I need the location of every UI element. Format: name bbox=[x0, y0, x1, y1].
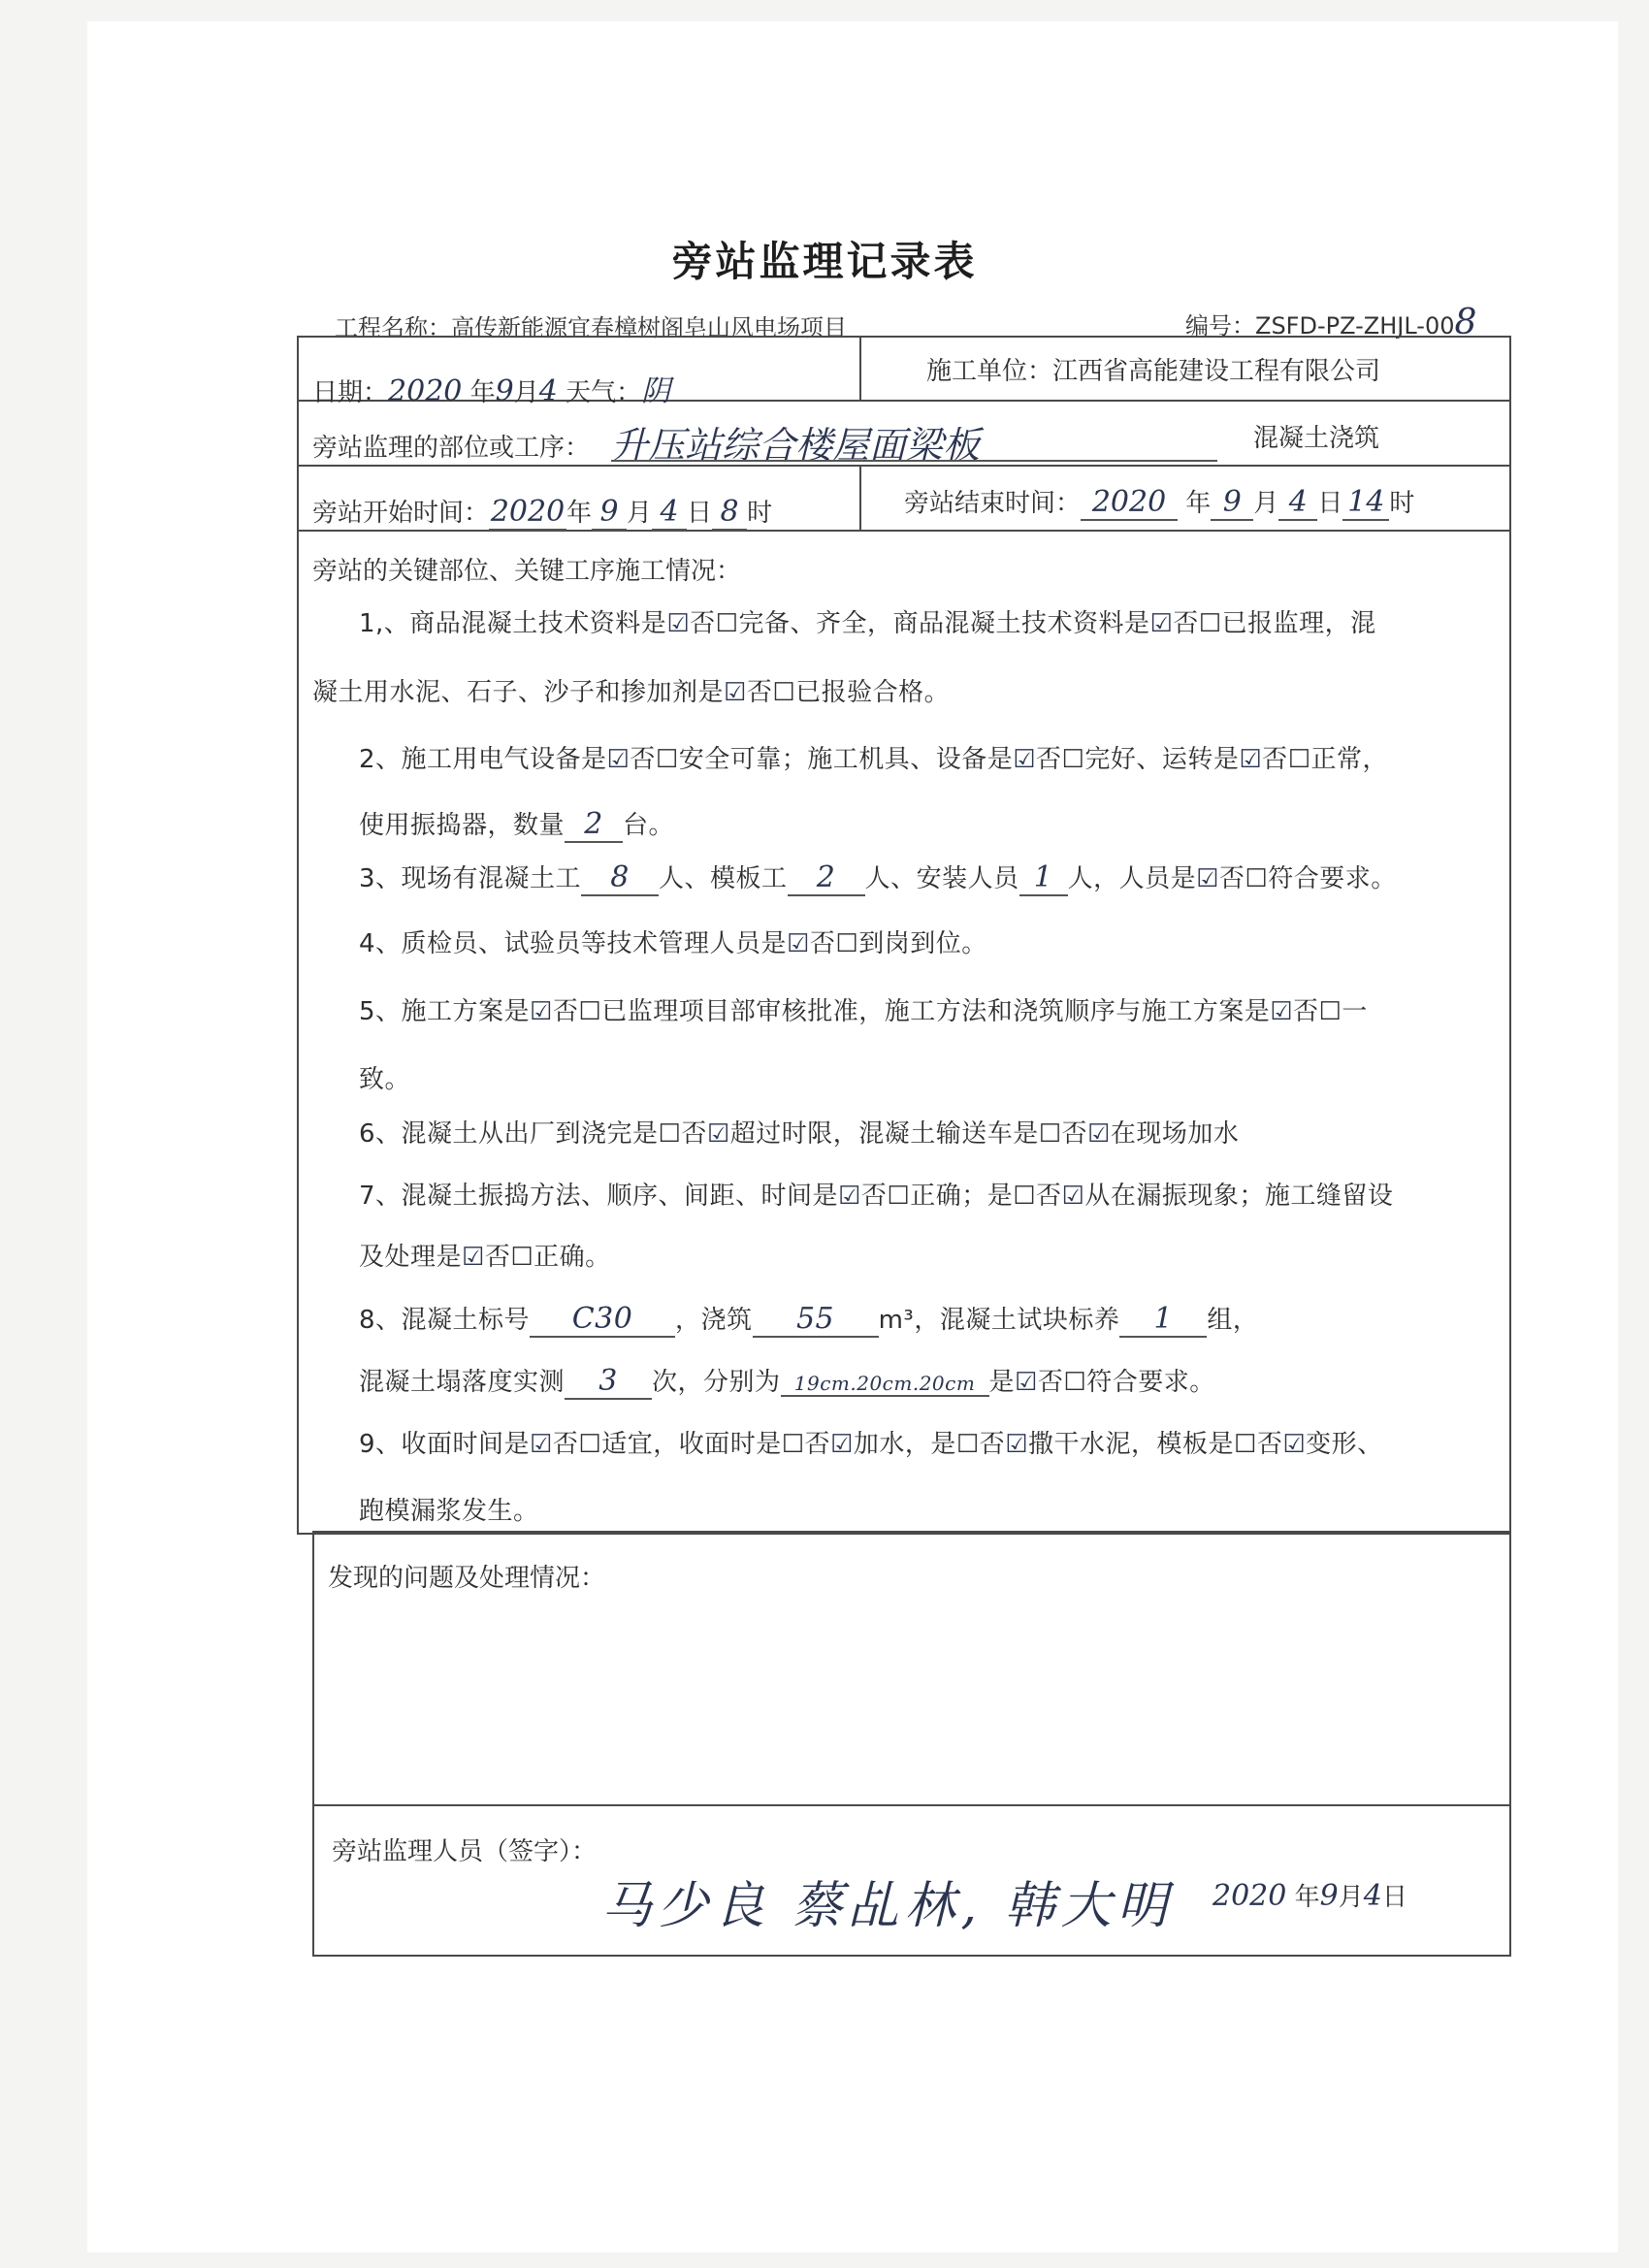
item-text: 适宜，收面时是 bbox=[601, 1430, 782, 1459]
item-9-line-1 bbox=[359, 1424, 1383, 1460]
year-unit: 年 bbox=[469, 378, 496, 407]
item-text: 否 bbox=[484, 1243, 511, 1272]
sig-month: 9 bbox=[1319, 1879, 1339, 1913]
position-label: 旁站监理的部位或工序： bbox=[312, 434, 591, 463]
unit: 月 bbox=[1253, 489, 1279, 518]
item-text: 否 bbox=[1256, 1430, 1283, 1459]
unit: 年 bbox=[1185, 489, 1212, 518]
item-text: 9、收面时间是 bbox=[359, 1430, 531, 1459]
checkbox-checked[interactable]: ☑ bbox=[724, 678, 747, 707]
col-divider bbox=[859, 336, 861, 400]
item-text: 符合要求。 bbox=[1268, 864, 1397, 893]
item-text: 否 bbox=[979, 1430, 1006, 1459]
item-text: 否 bbox=[552, 997, 579, 1026]
unit: 年 bbox=[1294, 1883, 1320, 1912]
checkbox-checked[interactable]: ☑ bbox=[606, 745, 630, 774]
end-month: 9 bbox=[1211, 485, 1253, 521]
checkbox-unchecked[interactable]: ☐ bbox=[772, 678, 796, 707]
code-label: 编号： bbox=[1185, 312, 1255, 340]
item-3 bbox=[359, 859, 1397, 896]
item-text: 否 bbox=[1036, 1182, 1062, 1211]
start-label: 旁站开始时间： bbox=[312, 499, 490, 528]
unit: 日 bbox=[687, 499, 713, 528]
unit: 月 bbox=[627, 499, 653, 528]
checkbox-checked[interactable]: ☑ bbox=[1149, 609, 1174, 638]
item-text: ，浇筑 bbox=[675, 1306, 753, 1335]
item-text: 到岗到位。 bbox=[858, 929, 987, 958]
item-text: 安全可靠；施工机具、设备是 bbox=[678, 745, 1014, 774]
item-text: 凝土用水泥、石子、沙子和掺加剂是 bbox=[312, 678, 725, 707]
item-text: 否 bbox=[630, 745, 656, 774]
item-text: 及处理是 bbox=[359, 1243, 463, 1272]
item-1-line-1 bbox=[359, 603, 1376, 639]
contractor-value: 江西省高能建设工程有限公司 bbox=[1052, 357, 1381, 386]
item-text: 已报验合格。 bbox=[795, 678, 951, 707]
item-text: 否 bbox=[1218, 864, 1245, 893]
item-text: 符合要求。 bbox=[1086, 1368, 1215, 1397]
checkbox-checked[interactable]: ☑ bbox=[530, 1430, 553, 1459]
item-2-line-2 bbox=[359, 805, 674, 843]
date-month: 9 bbox=[495, 374, 514, 408]
start-hour: 8 bbox=[712, 495, 747, 531]
checkbox-unchecked[interactable]: ☐ bbox=[655, 745, 679, 774]
checkbox-unchecked[interactable]: ☐ bbox=[578, 1430, 602, 1459]
checkbox-checked[interactable]: ☑ bbox=[706, 1119, 730, 1149]
slump-values: 19cm.20cm.20cm bbox=[781, 1372, 989, 1397]
item-7-line-2 bbox=[359, 1237, 611, 1273]
checkbox-checked[interactable]: ☑ bbox=[830, 1430, 854, 1459]
section-heading: 旁站的关键部位、关键工序施工情况： bbox=[312, 557, 742, 586]
item-text: 已报监理，混 bbox=[1221, 609, 1376, 638]
item-8-line-1 bbox=[359, 1300, 1258, 1338]
item-8-line-2 bbox=[359, 1362, 1215, 1400]
checkbox-checked[interactable]: ☑ bbox=[1015, 1368, 1038, 1397]
item-text: 6、混凝土从出厂到浇完是 bbox=[359, 1119, 659, 1149]
item-text: 人、安装人员 bbox=[864, 864, 1019, 893]
checkbox-unchecked[interactable]: ☐ bbox=[510, 1243, 534, 1272]
date-row bbox=[312, 367, 670, 409]
end-day: 4 bbox=[1278, 485, 1317, 521]
checkbox-checked[interactable]: ☑ bbox=[1013, 745, 1037, 774]
item-text: 在现场加水 bbox=[1110, 1119, 1240, 1149]
project-name: 高传新能源宜春樟树阁皂山风电场项目 bbox=[451, 314, 847, 341]
date-day: 4 bbox=[538, 374, 558, 408]
item-text: 2、施工用电气设备是 bbox=[359, 745, 607, 774]
checkbox-unchecked[interactable]: ☐ bbox=[578, 997, 602, 1026]
checkbox-checked[interactable]: ☑ bbox=[1087, 1119, 1111, 1149]
checkbox-checked[interactable]: ☑ bbox=[1270, 997, 1294, 1026]
item-text: 完好、运转是 bbox=[1084, 745, 1240, 774]
item-text: 3、现场有混凝土工 bbox=[359, 864, 582, 893]
checkbox-checked[interactable]: ☑ bbox=[462, 1243, 485, 1272]
checkbox-unchecked[interactable]: ☐ bbox=[955, 1430, 980, 1459]
start-time bbox=[312, 493, 772, 531]
item-text: 台。 bbox=[623, 811, 675, 840]
item-text: 完备、齐全，商品混凝土技术资料是 bbox=[738, 609, 1150, 638]
item-text: 否 bbox=[804, 1430, 831, 1459]
unit: 时 bbox=[1389, 489, 1415, 518]
project-label: 工程名称： bbox=[335, 314, 451, 341]
end-hour: 14 bbox=[1342, 485, 1389, 521]
position-suffix: 混凝土浇筑 bbox=[1253, 424, 1380, 453]
test-block-groups: 1 bbox=[1119, 1302, 1207, 1338]
checkbox-unchecked[interactable]: ☐ bbox=[1013, 1182, 1037, 1211]
item-1-line-2 bbox=[312, 672, 950, 708]
checkbox-unchecked[interactable]: ☐ bbox=[1245, 864, 1269, 893]
weather-value: 阴 bbox=[641, 374, 671, 408]
unit: 年 bbox=[566, 499, 593, 528]
col-divider bbox=[859, 465, 861, 530]
checkbox-unchecked[interactable]: ☐ bbox=[1063, 1368, 1087, 1397]
signature-label: 旁站监理人员（签字）： bbox=[332, 1837, 598, 1866]
position-handwritten: 升压站综合楼屋面梁板 bbox=[611, 424, 981, 467]
item-text: 正常， bbox=[1310, 745, 1389, 774]
month-unit: 月 bbox=[513, 378, 539, 407]
unit: 日 bbox=[1317, 489, 1343, 518]
item-text: 次，分别为 bbox=[652, 1368, 781, 1397]
item-text: 否 bbox=[860, 1182, 888, 1211]
item-text: 1,、商品混凝土技术资料是 bbox=[359, 609, 667, 638]
checkbox-unchecked[interactable]: ☐ bbox=[1038, 1119, 1062, 1149]
unit: 时 bbox=[747, 499, 773, 528]
item-text: 否 bbox=[1262, 745, 1288, 774]
item-text: 否 bbox=[1037, 1368, 1064, 1397]
pour-volume: 55 bbox=[753, 1302, 879, 1338]
start-month: 9 bbox=[592, 495, 627, 531]
item-text: 4、质检员、试验员等技术管理人员是 bbox=[359, 929, 788, 958]
contractor-label: 施工单位： bbox=[926, 357, 1053, 386]
item-text: 否 bbox=[1293, 997, 1319, 1026]
formwork-workers: 2 bbox=[788, 860, 865, 896]
item-text: 否 bbox=[1061, 1119, 1088, 1149]
install-workers: 1 bbox=[1019, 860, 1068, 896]
weather-label: 天气： bbox=[566, 378, 642, 407]
item-2-line-1 bbox=[359, 739, 1388, 775]
item-text: 否 bbox=[681, 1119, 707, 1149]
checkbox-checked[interactable]: ☑ bbox=[787, 929, 810, 958]
item-text: m³，混凝土试块标养 bbox=[878, 1306, 1120, 1335]
sig-day: 4 bbox=[1363, 1879, 1382, 1913]
item-text: 组， bbox=[1207, 1306, 1259, 1335]
checkbox-checked[interactable]: ☑ bbox=[1196, 864, 1219, 893]
item-text: 混凝土塌落度实测 bbox=[359, 1368, 566, 1397]
checkbox-checked[interactable]: ☑ bbox=[530, 997, 553, 1026]
position-underline bbox=[611, 460, 1217, 462]
page-title: 旁站监理记录表 bbox=[671, 238, 978, 285]
checkbox-unchecked[interactable]: ☐ bbox=[715, 609, 739, 638]
signature-date bbox=[1212, 1877, 1407, 1913]
item-4 bbox=[359, 923, 987, 959]
checkbox-unchecked[interactable]: ☐ bbox=[1234, 1430, 1257, 1459]
item-text: 加水，是 bbox=[853, 1430, 956, 1459]
contractor-field bbox=[926, 351, 1380, 387]
checkbox-unchecked[interactable]: ☐ bbox=[1318, 997, 1342, 1026]
checkbox-checked[interactable]: ☑ bbox=[1282, 1430, 1307, 1459]
item-6 bbox=[359, 1114, 1239, 1150]
item-5-line-1 bbox=[359, 991, 1368, 1027]
item-text: 变形、 bbox=[1306, 1430, 1383, 1459]
item-text: 8、混凝土标号 bbox=[359, 1306, 531, 1335]
unit: 月 bbox=[1338, 1883, 1364, 1912]
item-text: 使用振捣器，数量 bbox=[359, 811, 566, 840]
item-text: 否 bbox=[552, 1430, 579, 1459]
checkbox-unchecked[interactable]: ☐ bbox=[1287, 745, 1311, 774]
signature-handwritten: 马少良 蔡乩林, 韩大明 bbox=[601, 1877, 1174, 1935]
end-time bbox=[904, 483, 1414, 521]
item-text: 人，人员是 bbox=[1067, 864, 1197, 893]
end-label: 旁站结束时间： bbox=[904, 489, 1082, 518]
start-day: 4 bbox=[652, 495, 687, 531]
item-text: 7、混凝土振捣方法、顺序、间距、时间是 bbox=[359, 1182, 839, 1211]
item-text: 一 bbox=[1342, 997, 1368, 1026]
slump-test-count: 3 bbox=[565, 1364, 652, 1400]
code-handwritten: 8 bbox=[1454, 303, 1477, 342]
item-text: 已监理项目部审核批准，施工方法和浇筑顺序与施工方案是 bbox=[601, 997, 1271, 1026]
code-value: ZSFD-PZ-ZHJL-00 bbox=[1255, 312, 1455, 340]
checkbox-unchecked[interactable]: ☐ bbox=[1198, 609, 1222, 638]
item-text: 人、模板工 bbox=[659, 864, 788, 893]
unit: 日 bbox=[1381, 1883, 1407, 1912]
item-text: 正确。 bbox=[534, 1243, 611, 1272]
item-text: 5、施工方案是 bbox=[359, 997, 531, 1026]
checkbox-unchecked[interactable]: ☐ bbox=[835, 929, 859, 958]
item-text: 超过时限，混凝土输送车是 bbox=[729, 1119, 1039, 1149]
row-divider bbox=[312, 1804, 1509, 1806]
item-text: 否 bbox=[690, 609, 716, 638]
vibrator-quantity: 2 bbox=[565, 807, 623, 843]
date-label: 日期： bbox=[312, 378, 389, 407]
concrete-grade: C30 bbox=[530, 1302, 675, 1338]
item-text: 否 bbox=[1173, 609, 1199, 638]
start-year: 2020 bbox=[490, 495, 566, 529]
concrete-workers: 8 bbox=[581, 860, 659, 896]
end-year: 2020 bbox=[1081, 485, 1178, 521]
checkbox-checked[interactable]: ☑ bbox=[666, 609, 691, 638]
item-7-line-1 bbox=[359, 1176, 1393, 1212]
checkbox-unchecked[interactable]: ☐ bbox=[781, 1430, 805, 1459]
problems-heading: 发现的问题及处理情况： bbox=[328, 1564, 606, 1593]
sig-year: 2020 bbox=[1212, 1879, 1287, 1913]
checkbox-checked[interactable]: ☑ bbox=[1005, 1430, 1028, 1459]
item-text: 撒干水泥，模板是 bbox=[1028, 1430, 1235, 1459]
checkbox-checked[interactable]: ☑ bbox=[1061, 1182, 1085, 1211]
item-text: 否 bbox=[1036, 745, 1062, 774]
item-text: 从在漏振现象；施工缝留设 bbox=[1084, 1182, 1394, 1211]
item-text: 否 bbox=[809, 929, 836, 958]
item-5-line-2: 致。 bbox=[359, 1065, 411, 1094]
checkbox-checked[interactable]: ☑ bbox=[838, 1182, 861, 1211]
item-text: 是 bbox=[988, 1368, 1016, 1397]
date-year: 2020 bbox=[388, 374, 463, 408]
item-9-line-2: 跑模漏浆发生。 bbox=[359, 1497, 539, 1526]
checkbox-unchecked[interactable]: ☐ bbox=[658, 1119, 682, 1149]
checkbox-checked[interactable]: ☑ bbox=[1239, 745, 1263, 774]
item-text: 正确；是 bbox=[910, 1182, 1014, 1211]
item-text: 否 bbox=[746, 678, 773, 707]
checkbox-unchecked[interactable]: ☐ bbox=[1061, 745, 1085, 774]
checkbox-unchecked[interactable]: ☐ bbox=[887, 1182, 911, 1211]
